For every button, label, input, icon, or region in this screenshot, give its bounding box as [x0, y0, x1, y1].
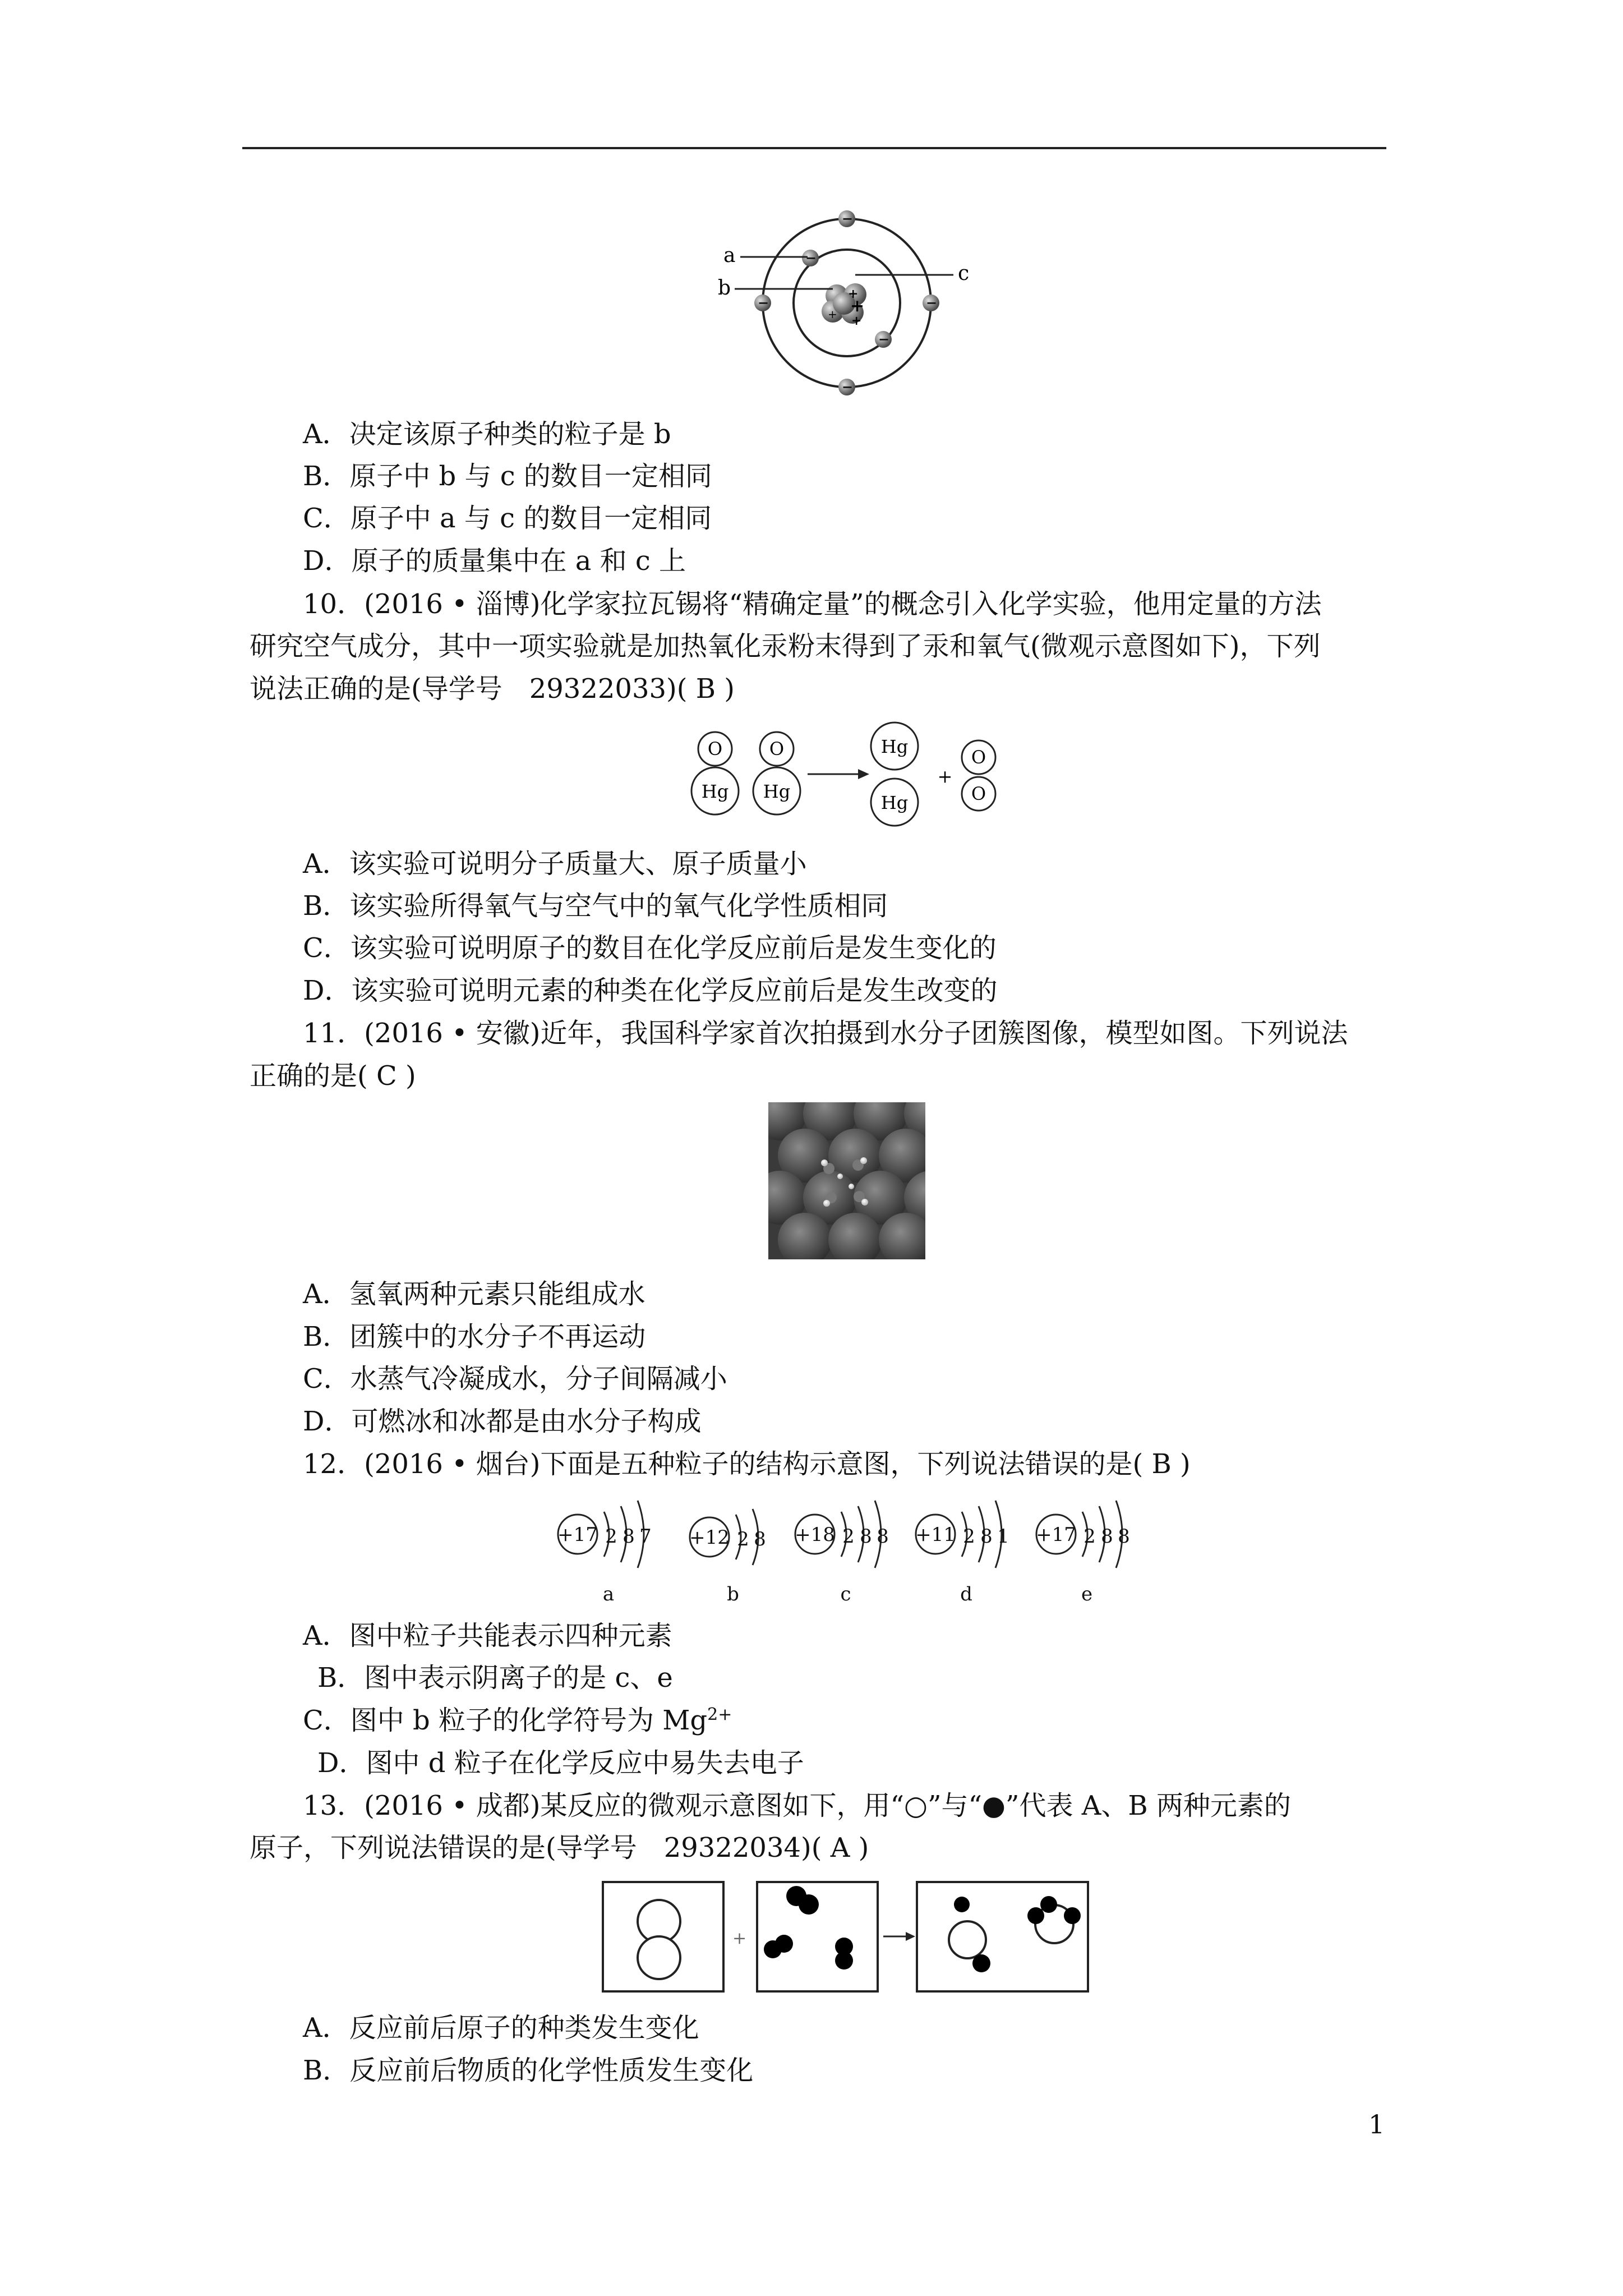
- q11-option-c: C．水蒸气冷凝成水，分子间隔减小: [303, 1363, 727, 1395]
- plus-sign: +: [937, 766, 953, 787]
- hg-atom: Hg: [763, 781, 791, 802]
- particle-label-a: a: [602, 1583, 615, 1604]
- shell-count: 8: [1118, 1525, 1130, 1548]
- q12-stem: 12．(2016 • 烟台)下面是五种粒子的结构示意图，下列说法错误的是( B ): [303, 1448, 1191, 1480]
- svg-text:+: +: [851, 314, 862, 328]
- q11-stem-line-1: 11．(2016 • 安徽)近年，我国科学家首次拍摄到水分子团簇图像，模型如图。下列说法: [303, 1018, 1348, 1049]
- q13-option-b: B．反应前后物质的化学性质发生变化: [303, 2055, 754, 2086]
- reaction-micro-figure: [600, 1874, 1105, 1997]
- shell-count: 8: [623, 1525, 635, 1548]
- q12-option-a: A．图中粒子共能表示四种元素: [303, 1620, 672, 1651]
- svg-text:−: −: [878, 331, 890, 347]
- nucleus: [822, 283, 866, 328]
- svg-text:−: −: [805, 250, 817, 266]
- particle-label-d: d: [960, 1583, 972, 1604]
- shell-count: 8: [860, 1525, 872, 1548]
- nucleus-a: +17: [557, 1524, 598, 1546]
- hg-atom: Hg: [701, 781, 729, 802]
- svg-text:−: −: [926, 295, 938, 311]
- q12-option-b: B．图中表示阴离子的是 c、e: [317, 1662, 673, 1694]
- particle-label-e: e: [1081, 1583, 1093, 1604]
- shell-count: 7: [639, 1525, 652, 1548]
- svg-text:+: +: [828, 307, 837, 321]
- label-b: b: [718, 277, 731, 300]
- shell-count: 1: [997, 1525, 1009, 1548]
- q10-option-b: B．该实验所得氧气与空气中的氧气化学性质相同: [303, 890, 888, 922]
- nucleus-d: +11: [915, 1524, 956, 1546]
- shell-count: 2: [842, 1525, 855, 1548]
- shell-count: 2: [963, 1525, 975, 1548]
- label-a: a: [723, 244, 736, 267]
- q10-option-c: C．该实验可说明原子的数目在化学反应前后是发生变化的: [303, 932, 997, 964]
- shell-count: 8: [980, 1525, 993, 1548]
- q10-option-a: A．该实验可说明分子质量大、原子质量小: [303, 848, 807, 880]
- q13-stem-line-2: 原子，下列说法错误的是(导学号 29322034)( A ): [250, 1832, 869, 1864]
- o-atom: O: [707, 738, 723, 760]
- q12-option-c: [303, 1703, 732, 1738]
- plus-sign: +: [732, 1929, 747, 1948]
- svg-text:−: −: [842, 210, 854, 227]
- hg-atom: Hg: [880, 736, 909, 757]
- q9-option-d: D．原子的质量集中在 a 和 c 上: [303, 545, 686, 577]
- q11-stem-line-2: 正确的是( C ): [250, 1060, 416, 1092]
- q10-stem-line-2: 研究空气成分，其中一项实验就是加热氧化汞粉末得到了汞和氧气(微观示意图如下)，下列: [250, 631, 1321, 662]
- nucleus-c: +18: [795, 1524, 835, 1546]
- q10-stem-line-1: 10．(2016 • 淄博)化学家拉瓦锡将“精确定量”的概念引入化学实验，他用定量的方法: [303, 588, 1322, 620]
- particle-label-c: c: [840, 1583, 851, 1604]
- nucleus-e: +17: [1036, 1524, 1076, 1546]
- q12-option-c-text: C．图中 b 粒子的化学符号为 Mg: [303, 1705, 708, 1736]
- svg-text:+: +: [848, 287, 859, 301]
- q10-stem-line-3: 说法正确的是(导学号 29322033)( B ): [250, 673, 735, 705]
- q11-option-a: A．氢氧两种元素只能组成水: [303, 1278, 645, 1310]
- page-number: 1: [1368, 2109, 1385, 2139]
- q12-option-d: D．图中 d 粒子在化学反应中易失去电子: [317, 1747, 804, 1779]
- q9-option-a: A．决定该原子种类的粒子是 b: [303, 418, 671, 450]
- shell-count: 8: [1101, 1525, 1113, 1548]
- hg-atom: Hg: [880, 792, 909, 813]
- q11-option-b: B．团簇中的水分子不再运动: [303, 1321, 646, 1352]
- shell-count: 2: [737, 1528, 749, 1550]
- o-atom: O: [769, 738, 785, 760]
- shell-count: 8: [754, 1528, 766, 1550]
- particle-label-b: b: [727, 1583, 739, 1604]
- particle-structure-diagrams: [552, 1481, 1147, 1604]
- water-cluster-image: [768, 1102, 925, 1259]
- o-atom: O: [971, 747, 986, 768]
- charge-superscript: 2+: [707, 1705, 732, 1724]
- o-atom: O: [971, 783, 986, 804]
- svg-text:+: +: [850, 296, 865, 316]
- svg-text:−: −: [842, 379, 854, 395]
- svg-text:−: −: [758, 295, 769, 311]
- atom-structure-figure: [718, 199, 987, 401]
- nucleus-b: +12: [689, 1526, 730, 1549]
- q11-option-d: D．可燃冰和冰都是由水分子构成: [303, 1406, 702, 1437]
- q9-option-c: C．原子中 a 与 c 的数目一定相同: [303, 503, 712, 534]
- q9-option-b: B．原子中 b 与 c 的数目一定相同: [303, 461, 712, 492]
- q13-option-a: A．反应前后原子的种类发生变化: [303, 2012, 699, 2044]
- header-rule: [242, 147, 1386, 149]
- mercury-oxide-figure: [687, 721, 1007, 833]
- shell-count: 2: [1083, 1525, 1096, 1548]
- label-c: c: [958, 262, 970, 285]
- shell-count: 8: [877, 1525, 889, 1548]
- q10-option-d: D．该实验可说明元素的种类在化学反应前后是发生改变的: [303, 975, 998, 1006]
- q13-stem-line-1: 13．(2016 • 成都)某反应的微观示意图如下，用“○”与“●”代表 A、B 两种元素的: [303, 1790, 1291, 1821]
- shell-count: 2: [605, 1525, 617, 1548]
